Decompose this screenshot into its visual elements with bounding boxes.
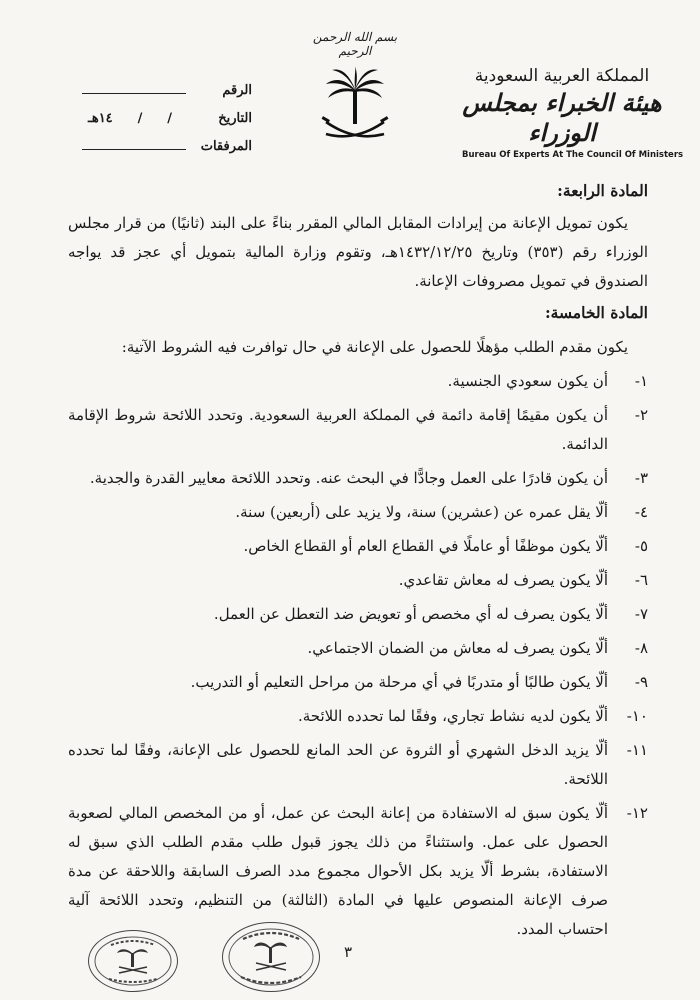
date-value [82,111,190,126]
page-number: ٣ [344,943,353,961]
item-text: أن يكون مقيمًا إقامة دائمة في المملكة العربية السعودية. وتحدد اللائحة شروط الإقامة الدائمة. [68,406,608,453]
date-slash: / [137,111,143,126]
list-item [68,566,648,595]
item-text: ألّا يكون طالبًا أو متدربًا في أي مرحلة من مراحل التعليم أو التدريب. [190,673,608,691]
item-number: ٦- [634,571,648,589]
list-item [68,464,648,493]
kingdom-name: المملكة العربية السعودية [474,66,650,86]
item-text: ألّا يزيد الدخل الشهري أو الثروة عن الحد المانع للحصول على الإعانة، وفقًا لما تحدده اللائحة. [68,741,608,788]
reference-number-row [82,70,252,98]
item-number: ٥- [634,537,648,555]
reference-number-line [82,92,186,94]
attachments-line [82,148,186,150]
date-slash: / [167,111,172,126]
letter-metadata [82,70,252,154]
attachments-label: المرفقات [200,139,252,154]
item-number: ١- [634,372,648,390]
conditions-list [68,367,648,944]
item-text: ألّا يكون يصرف له معاش تقاعدي. [398,571,608,589]
bureau-name-arabic: هيئة الخبراء بمجلس الوزراء [462,88,662,147]
date-row [82,98,252,126]
item-text: ألّا يكون لديه نشاط تجاري، وفقًا لما تحدده اللائحة. [297,707,608,725]
saudi-emblem-palm-swords-icon [320,64,390,146]
list-item [68,702,648,731]
item-number: ١٠- [626,707,648,725]
list-item [68,532,648,561]
bureau-name-english: Bureau Of Experts At The Council Of Ministers [462,150,684,160]
item-number: ٨- [634,639,648,657]
item-text: ألّا يكون يصرف له أي مخصص أو تعويض ضد التعطل عن العمل. [213,605,608,623]
item-text: ألّا يكون يصرف له معاش من الضمان الاجتماعي. [307,639,608,657]
item-text: ألّا يكون سبق له الاستفادة من إعانة البحث عن عمل، أو من المخصص المالي لصعوبة الحصول على عمل. واستثناءً من ذلك يجوز قبول طلب مقدم الطلب الذي سبق له الاستفادة، بشرط ألّا يزيد بكل الأحوال مجموع مدد الصرف السابقة واللاحقة عن مدة صرف الإعانة المنصوص عليها في المادة (الثالثة) من التنظيم، وتحدد اللائحة آلية احتساب المدد. [68,804,608,938]
list-item [68,401,648,459]
attachments-row [82,126,252,154]
seal-emblem-icon [223,923,319,991]
official-seal-bureau-of-experts [222,922,320,992]
list-item [68,498,648,527]
item-number: ١١- [626,741,648,759]
item-text: أن يكون سعودي الجنسية. [447,372,608,390]
item-number: ٤- [634,503,648,521]
seal-emblem-icon [89,931,177,991]
item-number: ٣- [634,469,648,487]
article-4-heading: المادة الرابعة: [557,181,648,200]
list-item [68,367,648,396]
letterhead-emblem [300,30,410,146]
document-body [68,176,648,944]
item-text: ألّا يكون موظفًا أو عاملًا في القطاع العام أو القطاع الخاص. [243,537,608,555]
official-seal-general-secretariat [88,930,178,992]
list-item [68,736,648,794]
reference-number-label: الرقم [222,83,252,98]
date-label: التاريخ [218,111,252,126]
list-item [68,668,648,697]
article-4-text: يكون تمويل الإعانة من إيرادات المقابل المالي المقرر بناءً على البند (ثانيًا) من قرار مجلس الوزراء رقم (٣٥٣) وتاريخ ١٤٣٢/١٢/٢٥هـ، وتقوم وزارة المالية بتمويل أي عجز قد يواجه الصندوق في تمويل مصروفات الإعانة. [68,214,648,290]
item-number: ١٢- [626,804,648,822]
item-number: ٢- [634,406,648,424]
basmala: بسم الله الرحمن الرحيم [312,30,398,58]
list-item [68,634,648,663]
list-item [68,799,648,944]
article-5-heading: المادة الخامسة: [544,303,648,322]
date-hijri-suffix: ١٤هـ [88,111,113,126]
list-item [68,600,648,629]
item-number: ٧- [634,605,648,623]
item-number: ٩- [634,673,648,691]
item-text: ألّا يقل عمره عن (عشرين) سنة، ولا يزيد على (أربعين) سنة. [235,503,608,521]
article-5-intro: يكون مقدم الطلب مؤهلًا للحصول على الإعانة في حال توافرت فيه الشروط الآتية: [121,338,628,356]
letterhead-organization [462,66,684,160]
item-text: أن يكون قادرًا على العمل وجادًّا في البحث عنه. وتحدد اللائحة معايير القدرة والجدية. [89,469,608,487]
